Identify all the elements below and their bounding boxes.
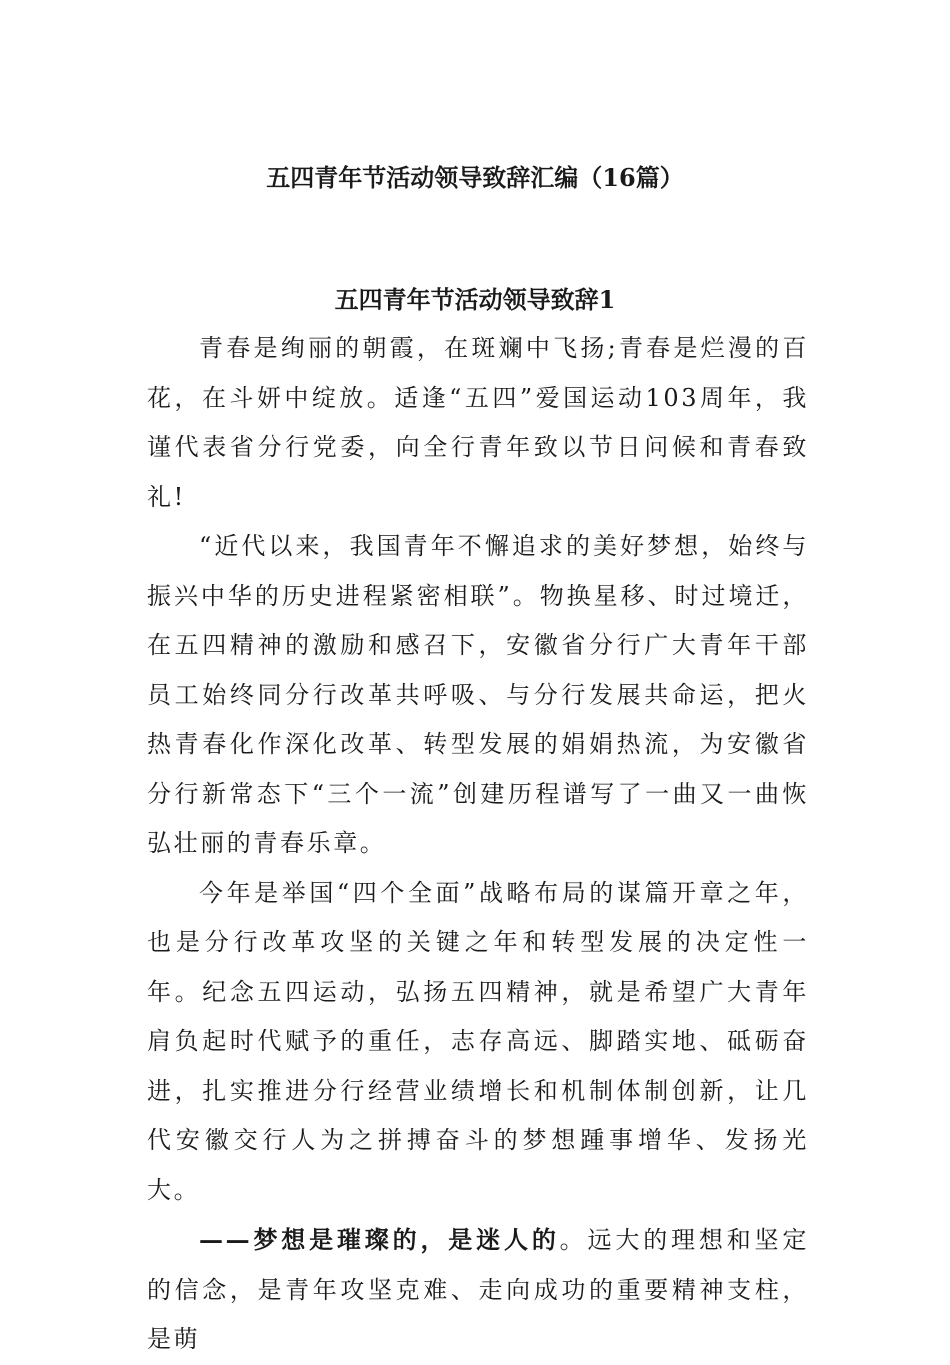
paragraph-lead-bold: ——梦想是璀璨的，是迷人的 — [199, 1225, 560, 1254]
paragraph-text: 。远大的理想和坚定的信念，是青年攻坚克难、走向成功的重要精神支柱，是萌 — [147, 1226, 809, 1353]
paragraph-1 — [147, 324, 809, 522]
section-title: 五四青年节活动领导致辞1 — [334, 285, 616, 314]
document-body — [147, 324, 809, 1365]
paragraph-2 — [147, 522, 809, 869]
paragraph-text: “近代以来，我国青年不懈追求的美好梦想，始终与振兴中华的历史进程紧密相联”。物换星移、时过境迁，在五四精神的激励和感召下，安徽省分行广大青年干部员工始终同分行改革共呼吸、与分行发展共命运，把火热青春化作深化改革、转型发展的娟娟热流，为安徽省分行新常态下“三个一流”创建历程谱写了一曲又一曲恢弘壮丽的青春乐章。 — [147, 532, 809, 857]
document-title: 五四青年节活动领导致辞汇编（16篇） — [266, 163, 684, 192]
paragraph-3 — [147, 869, 809, 1216]
paragraph-text: 今年是举国“四个全面”战略布局的谋篇开章之年，也是分行改革攻坚的关键之年和转型发展的决定性一年。纪念五四运动，弘扬五四精神，就是希望广大青年肩负起时代赋予的重任，志存高远、脚踏实地、砥砺奋进，扎实推进分行经营业绩增长和机制体制创新，让几代安徽交行人为之拼搏奋斗的梦想踵事增华、发扬光大。 — [147, 878, 809, 1204]
paragraph-4 — [147, 1215, 809, 1365]
paragraph-text: 青春是绚丽的朝霞，在斑斓中飞扬;青春是烂漫的百花，在斗妍中绽放。适逢“五四”爱国运动103周年，我谨代表省分行党委，向全行青年致以节日问候和青春致礼! — [147, 334, 809, 511]
